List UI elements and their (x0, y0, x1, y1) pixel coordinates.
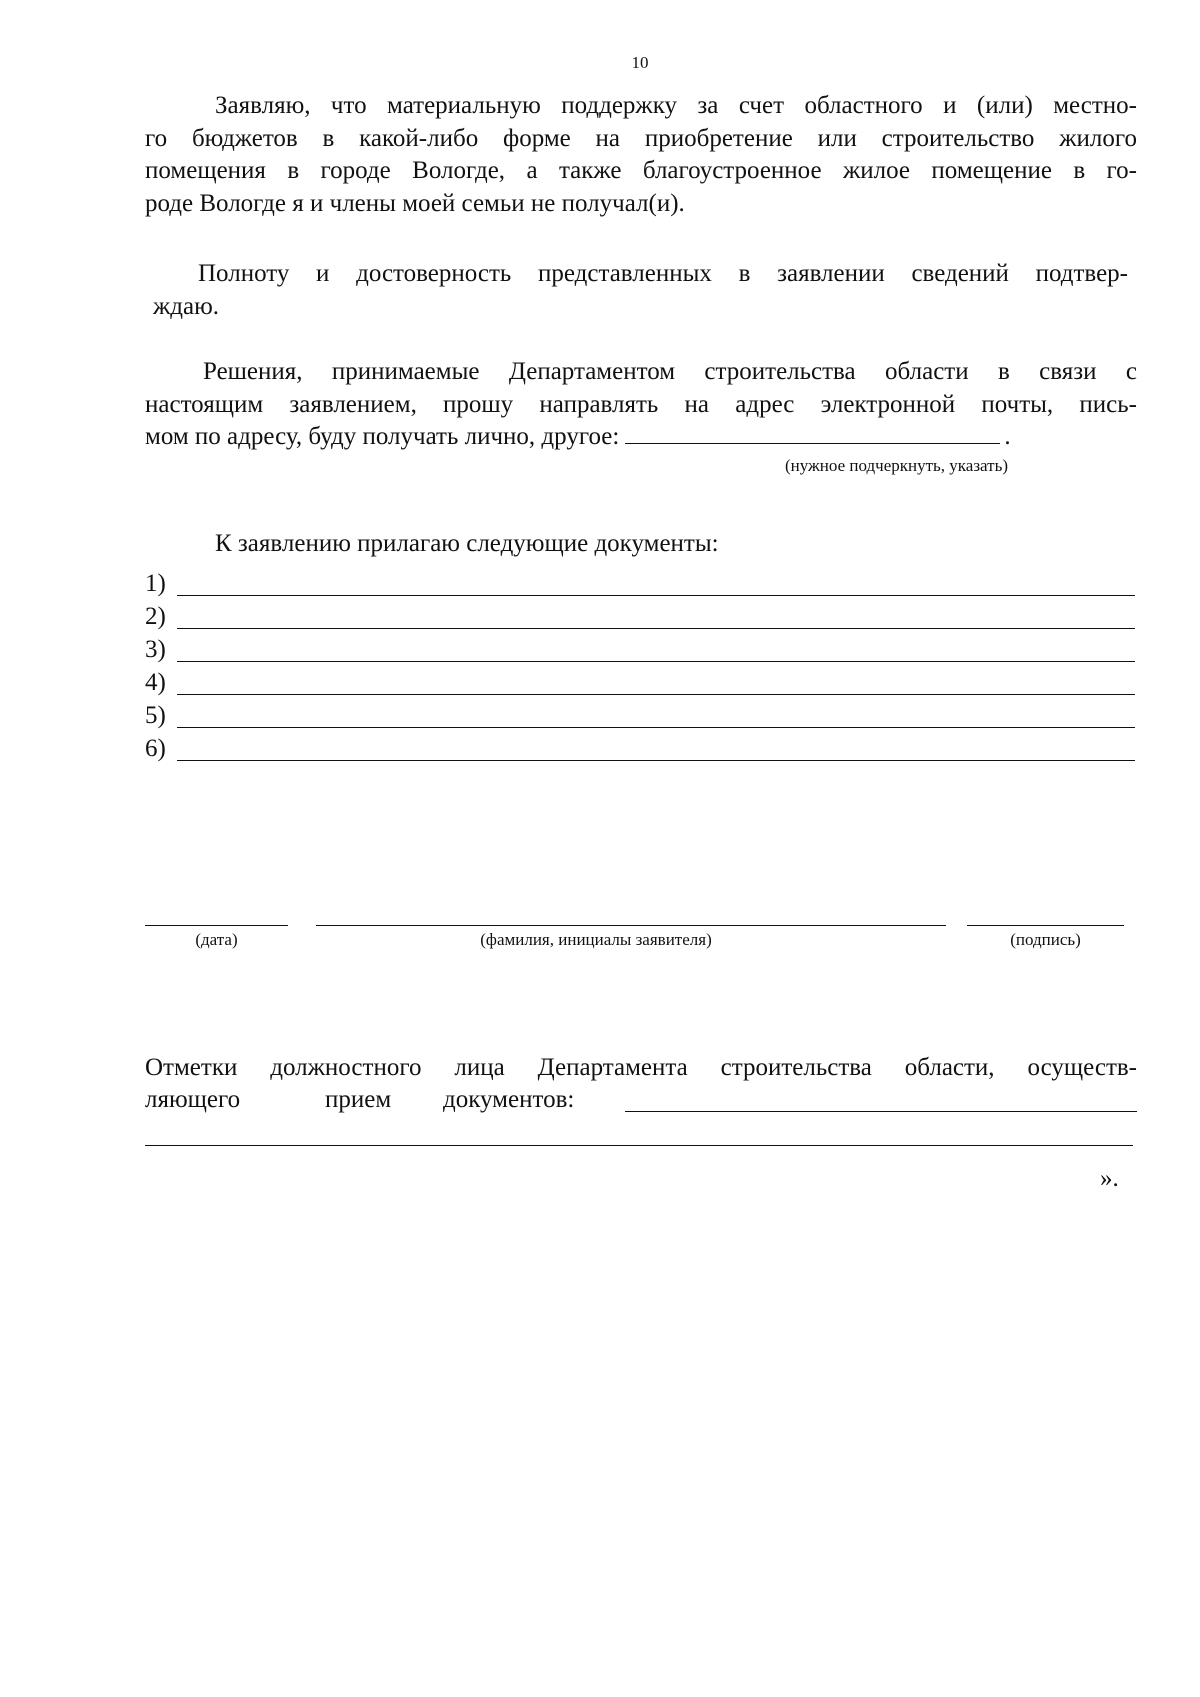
name-label: (фамилия, инициалы заявителя) (480, 930, 712, 949)
attachment-item (145, 568, 1135, 600)
attachment-number: 2) (145, 603, 166, 630)
attachment-item (145, 667, 1135, 699)
text-line: го бюджетов в какой-либо форме на приобретение или строительство жилого (145, 124, 1137, 152)
text-line: роде Вологде я и члены моей семьи не получал(и). (145, 189, 685, 217)
date-label: (дата) (195, 930, 238, 949)
date-signature-line[interactable] (145, 925, 288, 926)
decisions-text: мом по адресу, буду получать лично, другое: (145, 423, 620, 450)
official-word: документов: (443, 1086, 575, 1113)
official-marks-blank[interactable] (625, 1111, 1137, 1112)
text-line: помещения в городе Вологде, а также благоустроенное жилое помещение в го- (145, 157, 1137, 184)
official-marks-blank-line-2[interactable] (145, 1145, 1133, 1146)
attachment-item (145, 700, 1135, 732)
text-line (145, 421, 1137, 454)
official-word: прием (325, 1086, 392, 1113)
declaration-paragraph (145, 90, 1137, 220)
other-method-blank[interactable] (625, 421, 1000, 444)
attachment-blank[interactable] (177, 760, 1135, 761)
decisions-paragraph (145, 356, 1137, 454)
official-marks-paragraph (145, 1052, 1137, 1085)
text-line: Заявляю, что материальную поддержку за счет областного и (или) местно- (215, 92, 1137, 119)
attachment-blank[interactable] (177, 628, 1135, 629)
attachment-item (145, 601, 1135, 633)
decisions-hint: (нужное подчеркнуть, указать) (785, 456, 1008, 475)
text-line: Решения, принимаемые Департаментом строительства области в связи с (203, 358, 1137, 385)
attachments-title: К заявлению прилагаю следующие документы: (215, 530, 719, 557)
closing-quote: ». (1100, 1165, 1119, 1192)
name-signature-line[interactable] (316, 925, 946, 926)
official-word: ляющего (145, 1086, 241, 1113)
text-line: Полноту и достоверность представленных в заявлении сведений подтвер- (198, 260, 1128, 287)
sign-signature-line[interactable] (967, 925, 1124, 926)
page-number: 10 (631, 53, 649, 72)
text-line: настоящим заявлением, прошу направлять на адрес электронной почты, пись- (145, 390, 1137, 418)
attachment-blank[interactable] (177, 694, 1135, 695)
attachment-number: 3) (145, 636, 166, 663)
attachment-blank[interactable] (177, 661, 1135, 662)
attachment-blank[interactable] (177, 727, 1135, 728)
confirmation-paragraph (153, 258, 1128, 323)
attachment-number: 4) (145, 669, 166, 696)
text-line: ждаю. (153, 292, 220, 320)
attachment-number: 6) (145, 735, 166, 762)
text-line: Отметки должностного лица Департамента строительства области, осуществ- (145, 1054, 1137, 1081)
attachment-number: 5) (145, 702, 166, 729)
attachment-item (145, 733, 1135, 765)
attachment-number: 1) (145, 570, 166, 597)
decisions-end: . (1004, 423, 1011, 450)
attachment-blank[interactable] (177, 595, 1135, 596)
attachment-item (145, 634, 1135, 666)
sign-label: (подпись) (1010, 930, 1081, 949)
